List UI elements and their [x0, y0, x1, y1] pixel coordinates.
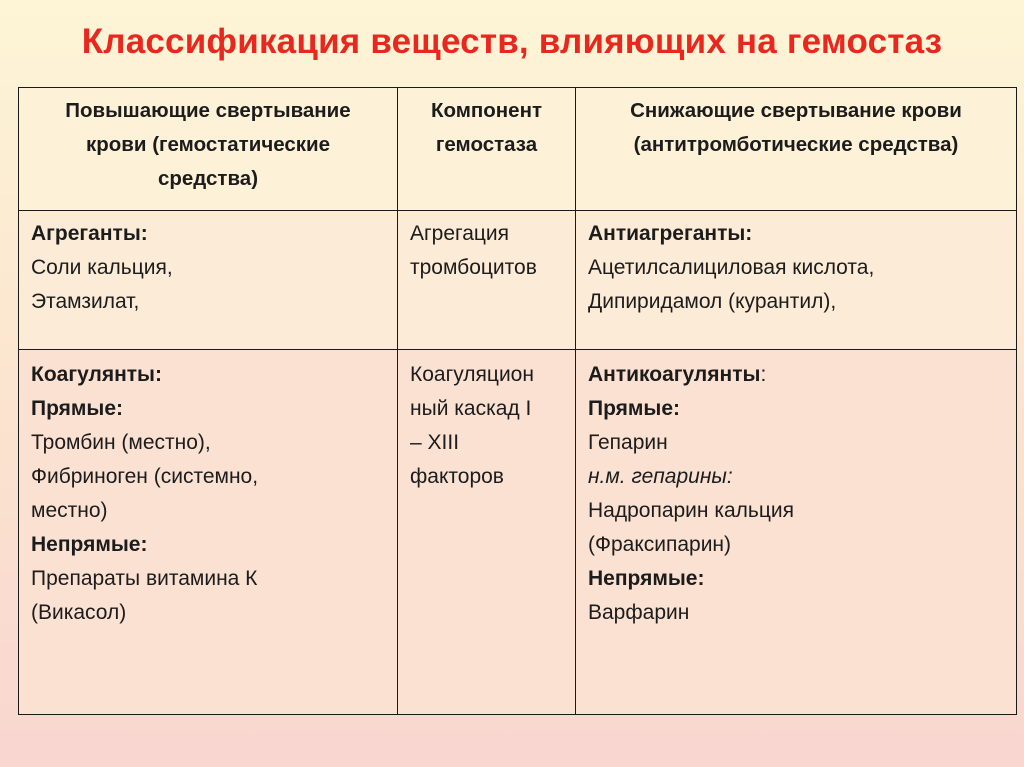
drug-item: Тромбин (местно),: [31, 431, 211, 454]
drug-item: (Викасол): [31, 601, 127, 624]
header-text: Повышающие свертывание: [65, 99, 351, 122]
component-text: Агрегация: [410, 222, 510, 245]
drug-item: Соли кальция,: [31, 256, 173, 279]
component-text: ный каскад I: [410, 397, 532, 420]
drug-item: Дипиридамол (курантил),: [588, 290, 837, 313]
subgroup-heading: Прямые:: [588, 397, 681, 420]
header-text: средства): [157, 167, 259, 190]
cell-anticoagulants: [576, 350, 1017, 715]
group-heading: Агреганты:: [31, 222, 148, 245]
header-text: гемостаза: [435, 133, 538, 156]
header-antithrombotic: [576, 88, 1017, 211]
table-header-row: [19, 88, 1017, 211]
cell-antiaggregants: [576, 211, 1017, 350]
drug-item: (Фраксипарин): [588, 533, 732, 556]
group-heading: Антиагреганты:: [588, 222, 753, 245]
drug-item: Фибриноген (системно,: [31, 465, 259, 488]
header-procoagulant: [19, 88, 398, 211]
classification-table: [18, 87, 1017, 715]
subgroup-heading: Непрямые:: [588, 567, 705, 590]
table-row: [19, 350, 1017, 715]
drug-item: Этамзилат,: [31, 290, 140, 313]
cell-platelet-aggregation: [398, 211, 576, 350]
component-text: Коагуляцион: [410, 363, 534, 386]
subgroup-heading-italic: н.м. гепарины:: [588, 465, 733, 488]
drug-item: Надропарин кальция: [588, 499, 795, 522]
header-text: (антитромботические средства): [633, 133, 959, 156]
heading-colon: :: [760, 363, 767, 386]
header-text: Компонент: [430, 99, 543, 122]
table-row: [19, 211, 1017, 350]
drug-item: Препараты витамина К: [31, 567, 258, 590]
component-text: факторов: [410, 465, 504, 488]
subgroup-heading: Прямые:: [31, 397, 124, 420]
slide-title: Классификация веществ, влияющих на гемостаз: [81, 22, 943, 61]
group-heading: Коагулянты:: [31, 363, 162, 386]
drug-item: Ацетилсалициловая кислота,: [588, 256, 875, 279]
drug-item: Варфарин: [588, 601, 690, 624]
subgroup-heading: Непрямые:: [31, 533, 148, 556]
component-text: тромбоцитов: [410, 256, 537, 279]
group-heading-line: [588, 358, 1004, 392]
header-text: крови (гемостатические: [85, 133, 331, 156]
header-text: Снижающие свертывание крови: [630, 99, 962, 122]
drug-item: Гепарин: [588, 431, 668, 454]
header-component: [398, 88, 576, 211]
cell-coagulation-cascade: [398, 350, 576, 715]
group-heading: Антикоагулянты: [588, 363, 761, 386]
cell-aggregants: [19, 211, 398, 350]
drug-item: местно): [31, 499, 108, 522]
component-text: – XIII: [410, 431, 460, 454]
cell-coagulants: [19, 350, 398, 715]
